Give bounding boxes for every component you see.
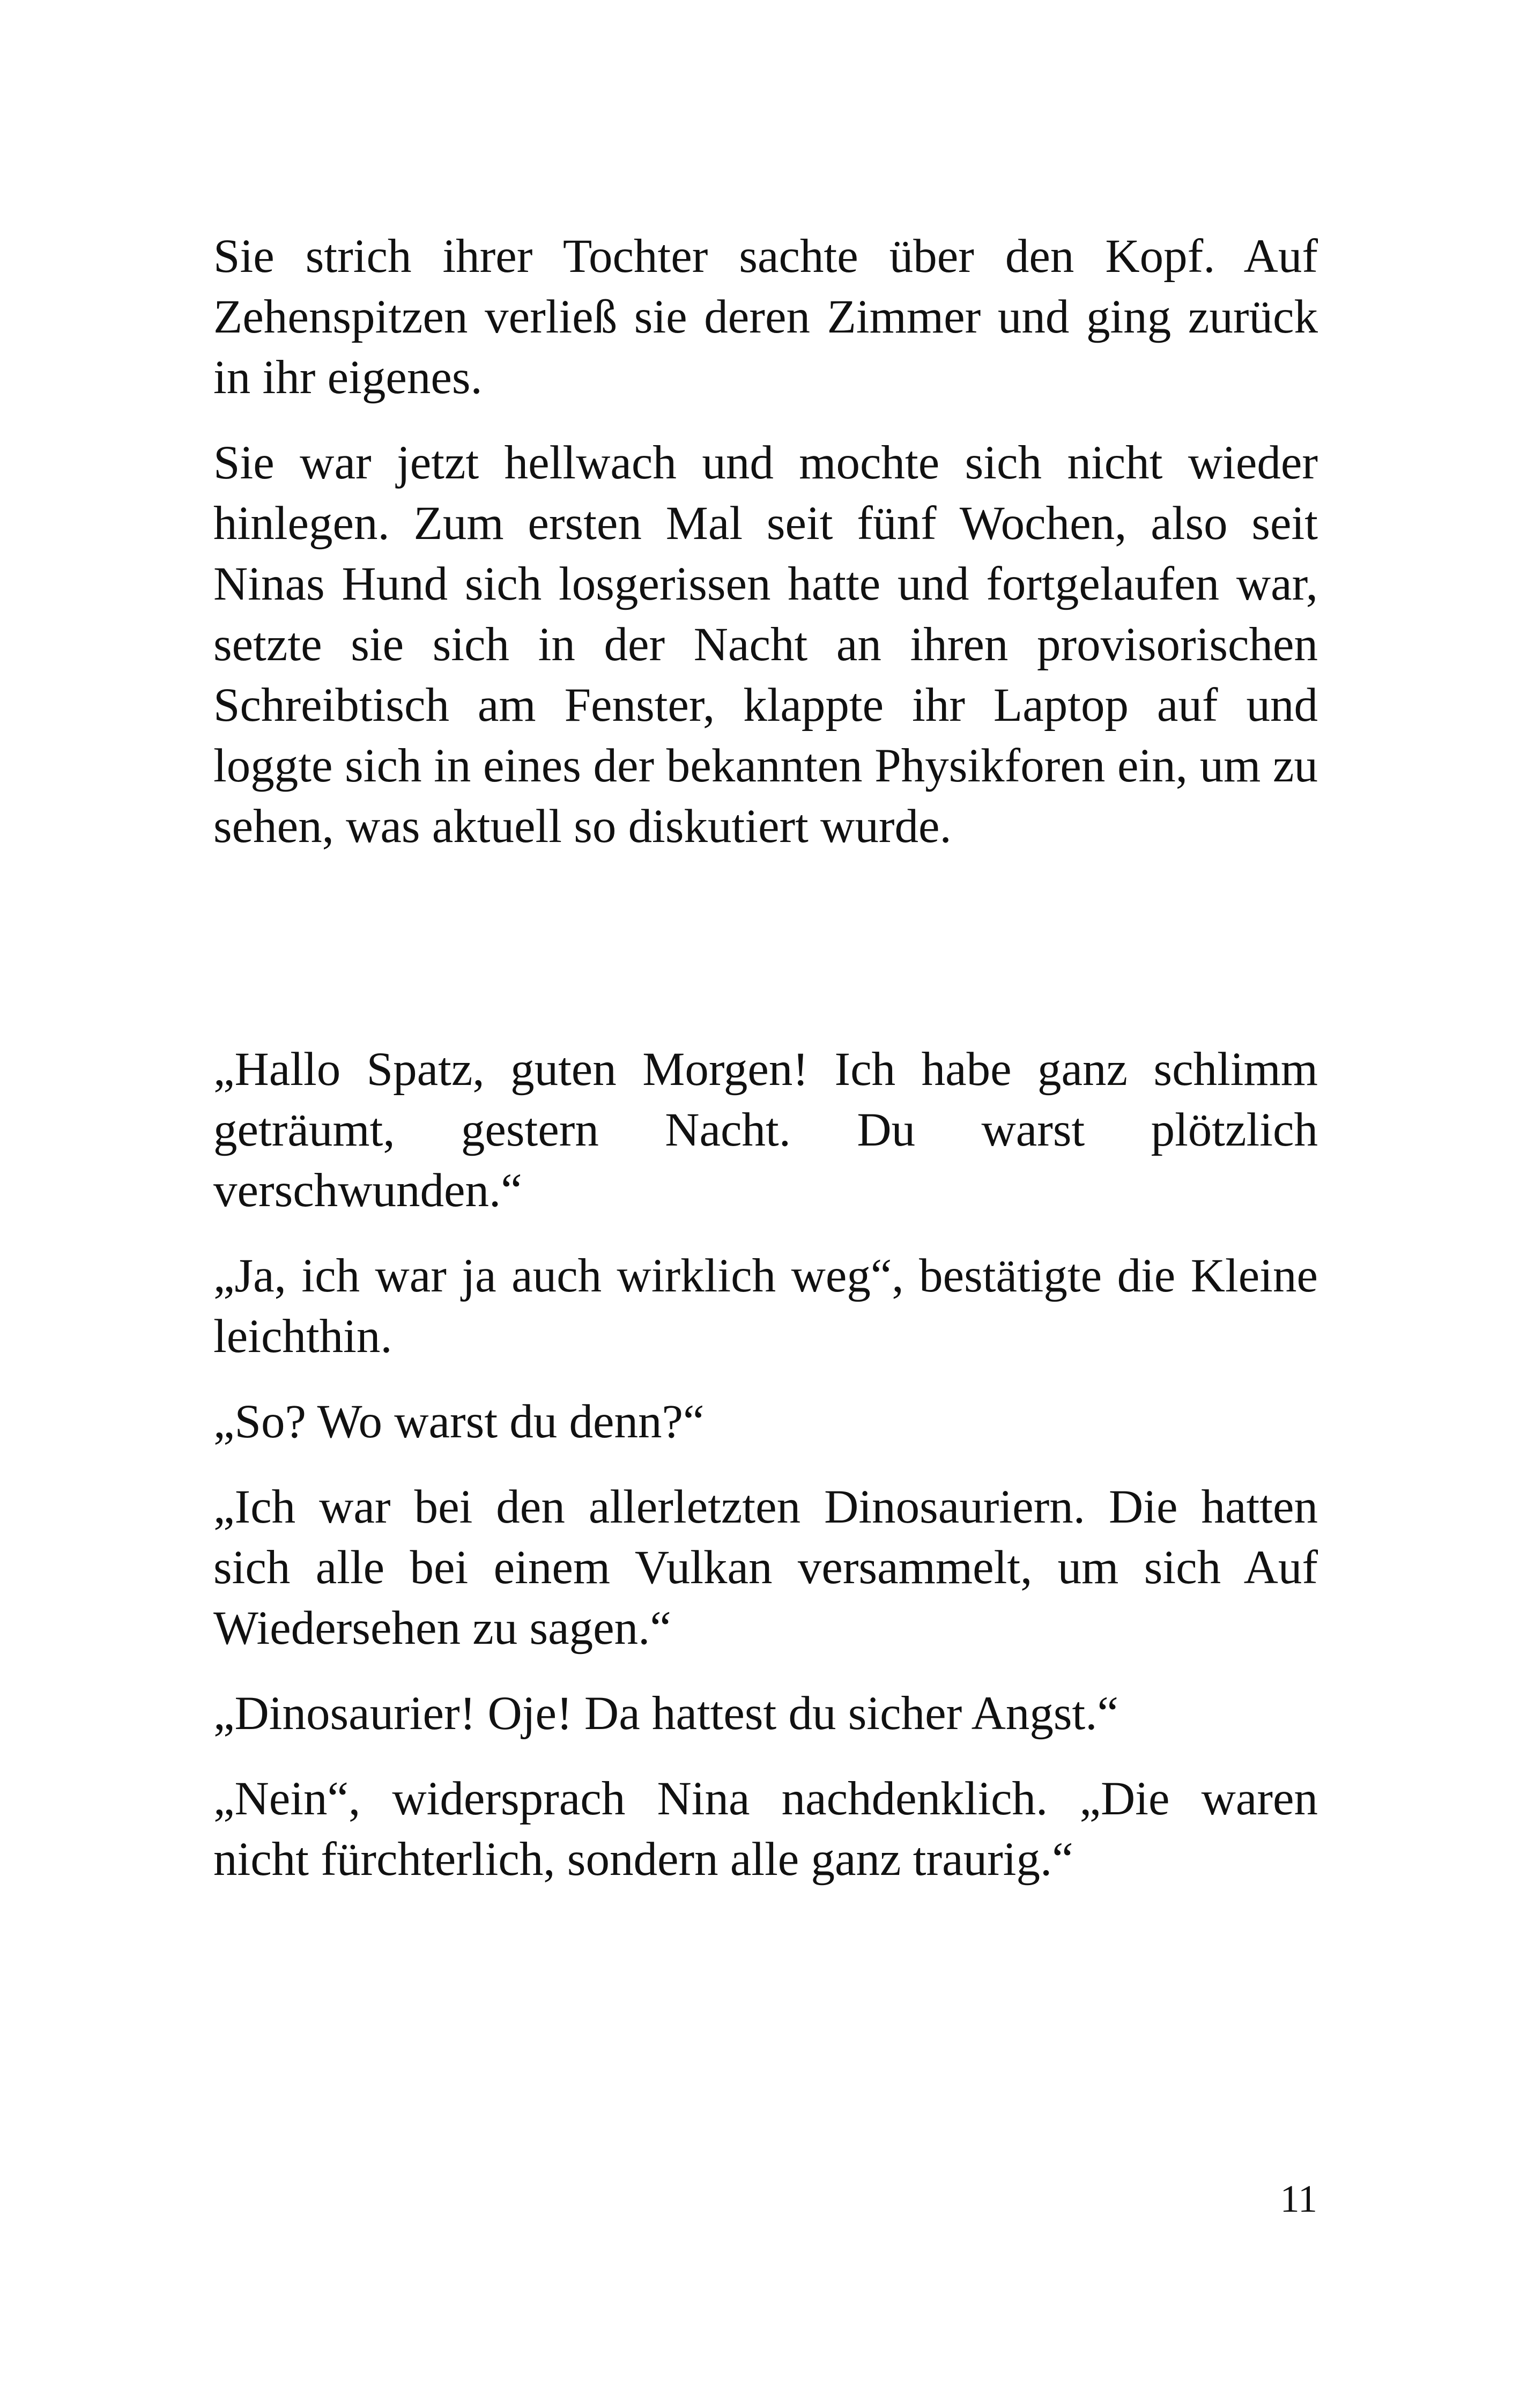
dialogue-paragraph: „So? Wo warst du denn?“ bbox=[213, 1395, 705, 1448]
page-number: 11 bbox=[1280, 2177, 1317, 2220]
dialogue-paragraph: „Nein“, widersprach Nina nachdenklich. „Die waren nicht fürchterlich, sondern alle ganz traurig.“ bbox=[213, 1772, 1318, 1886]
dialogue-paragraph: „Ich war bei den allerletzten Dinosauriern. Die hatten sich alle bei einem Vulkan versammelt, um sich Auf Wiedersehen zu sagen.“ bbox=[213, 1481, 1318, 1654]
paragraph: Sie war jetzt hellwach und mochte sich nicht wieder hinlegen. Zum ersten Mal seit fünf Wochen, also seit Ninas Hund sich losgerissen hatte und fortgelaufen war, setzte sie sich in der Nacht an ihren provisorischen Schreibtisch am Fenster, klappte ihr Laptop auf und loggte sich in eines der bekannten Physikforen ein, um zu sehen, was aktuell so diskutiert wurde. bbox=[213, 437, 1318, 853]
dialogue-paragraph: „Hallo Spatz, guten Morgen! Ich habe ganz schlimm geträumt, gestern Nacht. Du warst plötzlich verschwunden.“ bbox=[213, 1043, 1318, 1217]
dialogue-paragraph: „Ja, ich war ja auch wirklich weg“, bestätigte die Kleine leichthin. bbox=[213, 1250, 1318, 1363]
dialogue-section bbox=[213, 1039, 1318, 1915]
narrative-section bbox=[213, 226, 1318, 882]
paragraph: Sie strich ihrer Tochter sachte über den Kopf. Auf Zehenspitzen verließ sie deren Zimmer und ging zurück in ihr eigenes. bbox=[213, 230, 1318, 404]
dialogue-paragraph: „Dinosaurier! Oje! Da hattest du sicher Angst.“ bbox=[213, 1687, 1119, 1740]
